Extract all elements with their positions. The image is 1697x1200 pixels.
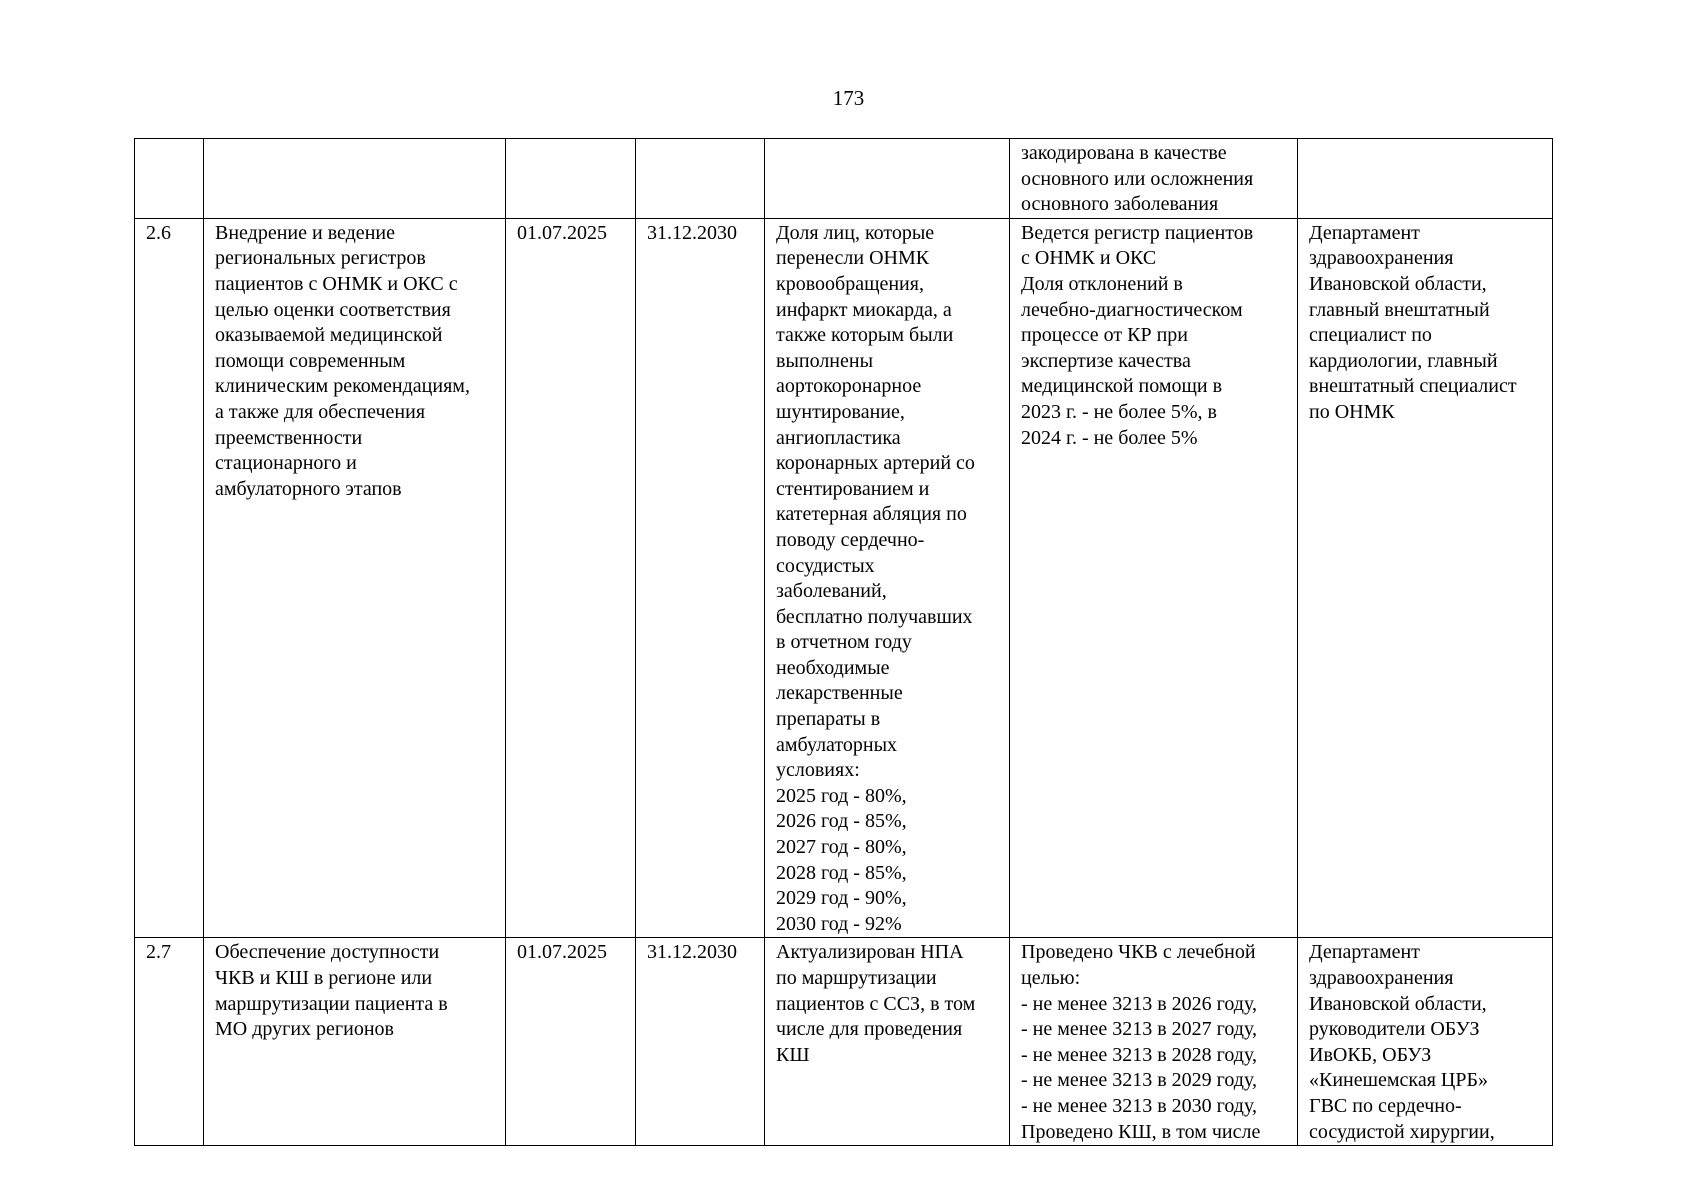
start-date-cell	[506, 139, 636, 219]
indicator-cell: Актуализирован НПА по маршрутизации пациентов с ССЗ, в том числе для проведения КШ	[765, 938, 1010, 1146]
result-cell: Проведено ЧКВ с лечебной целью: - не менее 3213 в 2026 году, - не менее 3213 в 2027 году, - не менее 3213 в 2028 году, - не менее 3213 в 2029 году, - не менее 3213 в 2030 году, Проведено КШ, в том числе	[1010, 938, 1298, 1146]
responsible-cell: Департамент здравоохранения Ивановской области, главный внештатный специалист по кардиологии, главный внештатный специалист по ОНМК	[1298, 218, 1553, 938]
result-cell: закодирована в качестве основного или осложнения основного заболевания	[1010, 139, 1298, 219]
measures-table	[134, 138, 1553, 1146]
table-row	[135, 938, 1553, 1146]
indicator-cell: Доля лиц, которые перенесли ОНМК кровообращения, инфаркт миокарда, а также которым были выполнены аортокоронарное шунтирование, ангиопластика коронарных артерий со стентированием и катетерная абляция по поводу сердечно- сосудистых заболеваний, бесплатно получавших в отчетном году необходимые лекарственные препараты в амбулаторных условиях: 2025 год - 80%, 2026 год - 85%, 2027 год - 80%, 2028 год - 85%, 2029 год - 90%, 2030 год - 92%	[765, 218, 1010, 938]
table-row	[135, 139, 1553, 219]
result-cell: Ведется регистр пациентов с ОНМК и ОКС Доля отклонений в лечебно-диагностическом процессе от КР при экспертизе качества медицинской помощи в 2023 г. - не более 5%, в 2024 г. - не более 5%	[1010, 218, 1298, 938]
measure-cell: Обеспечение доступности ЧКВ и КШ в регионе или маршрутизации пациента в МО других регионов	[204, 938, 506, 1146]
row-number-cell: 2.7	[135, 938, 204, 1146]
responsible-cell: Департамент здравоохранения Ивановской области, руководители ОБУЗ ИвОКБ, ОБУЗ «Кинешемская ЦРБ» ГВС по сердечно- сосудистой хирургии,	[1298, 938, 1553, 1146]
page-number: 173	[832, 86, 865, 110]
measure-cell: Внедрение и ведение региональных регистров пациентов с ОНМК и ОКС с целью оценки соответствия оказываемой медицинской помощи современным клиническим рекомендациям, а также для обеспечения преемственности стационарного и амбулаторного этапов	[204, 218, 506, 938]
measure-cell	[204, 139, 506, 219]
end-date-cell: 31.12.2030	[636, 938, 765, 1146]
start-date-cell: 01.07.2025	[506, 218, 636, 938]
table-row	[135, 218, 1553, 938]
end-date-cell	[636, 139, 765, 219]
end-date-cell: 31.12.2030	[636, 218, 765, 938]
responsible-cell	[1298, 139, 1553, 219]
indicator-cell	[765, 139, 1010, 219]
row-number-cell	[135, 139, 204, 219]
start-date-cell: 01.07.2025	[506, 938, 636, 1146]
row-number-cell: 2.6	[135, 218, 204, 938]
